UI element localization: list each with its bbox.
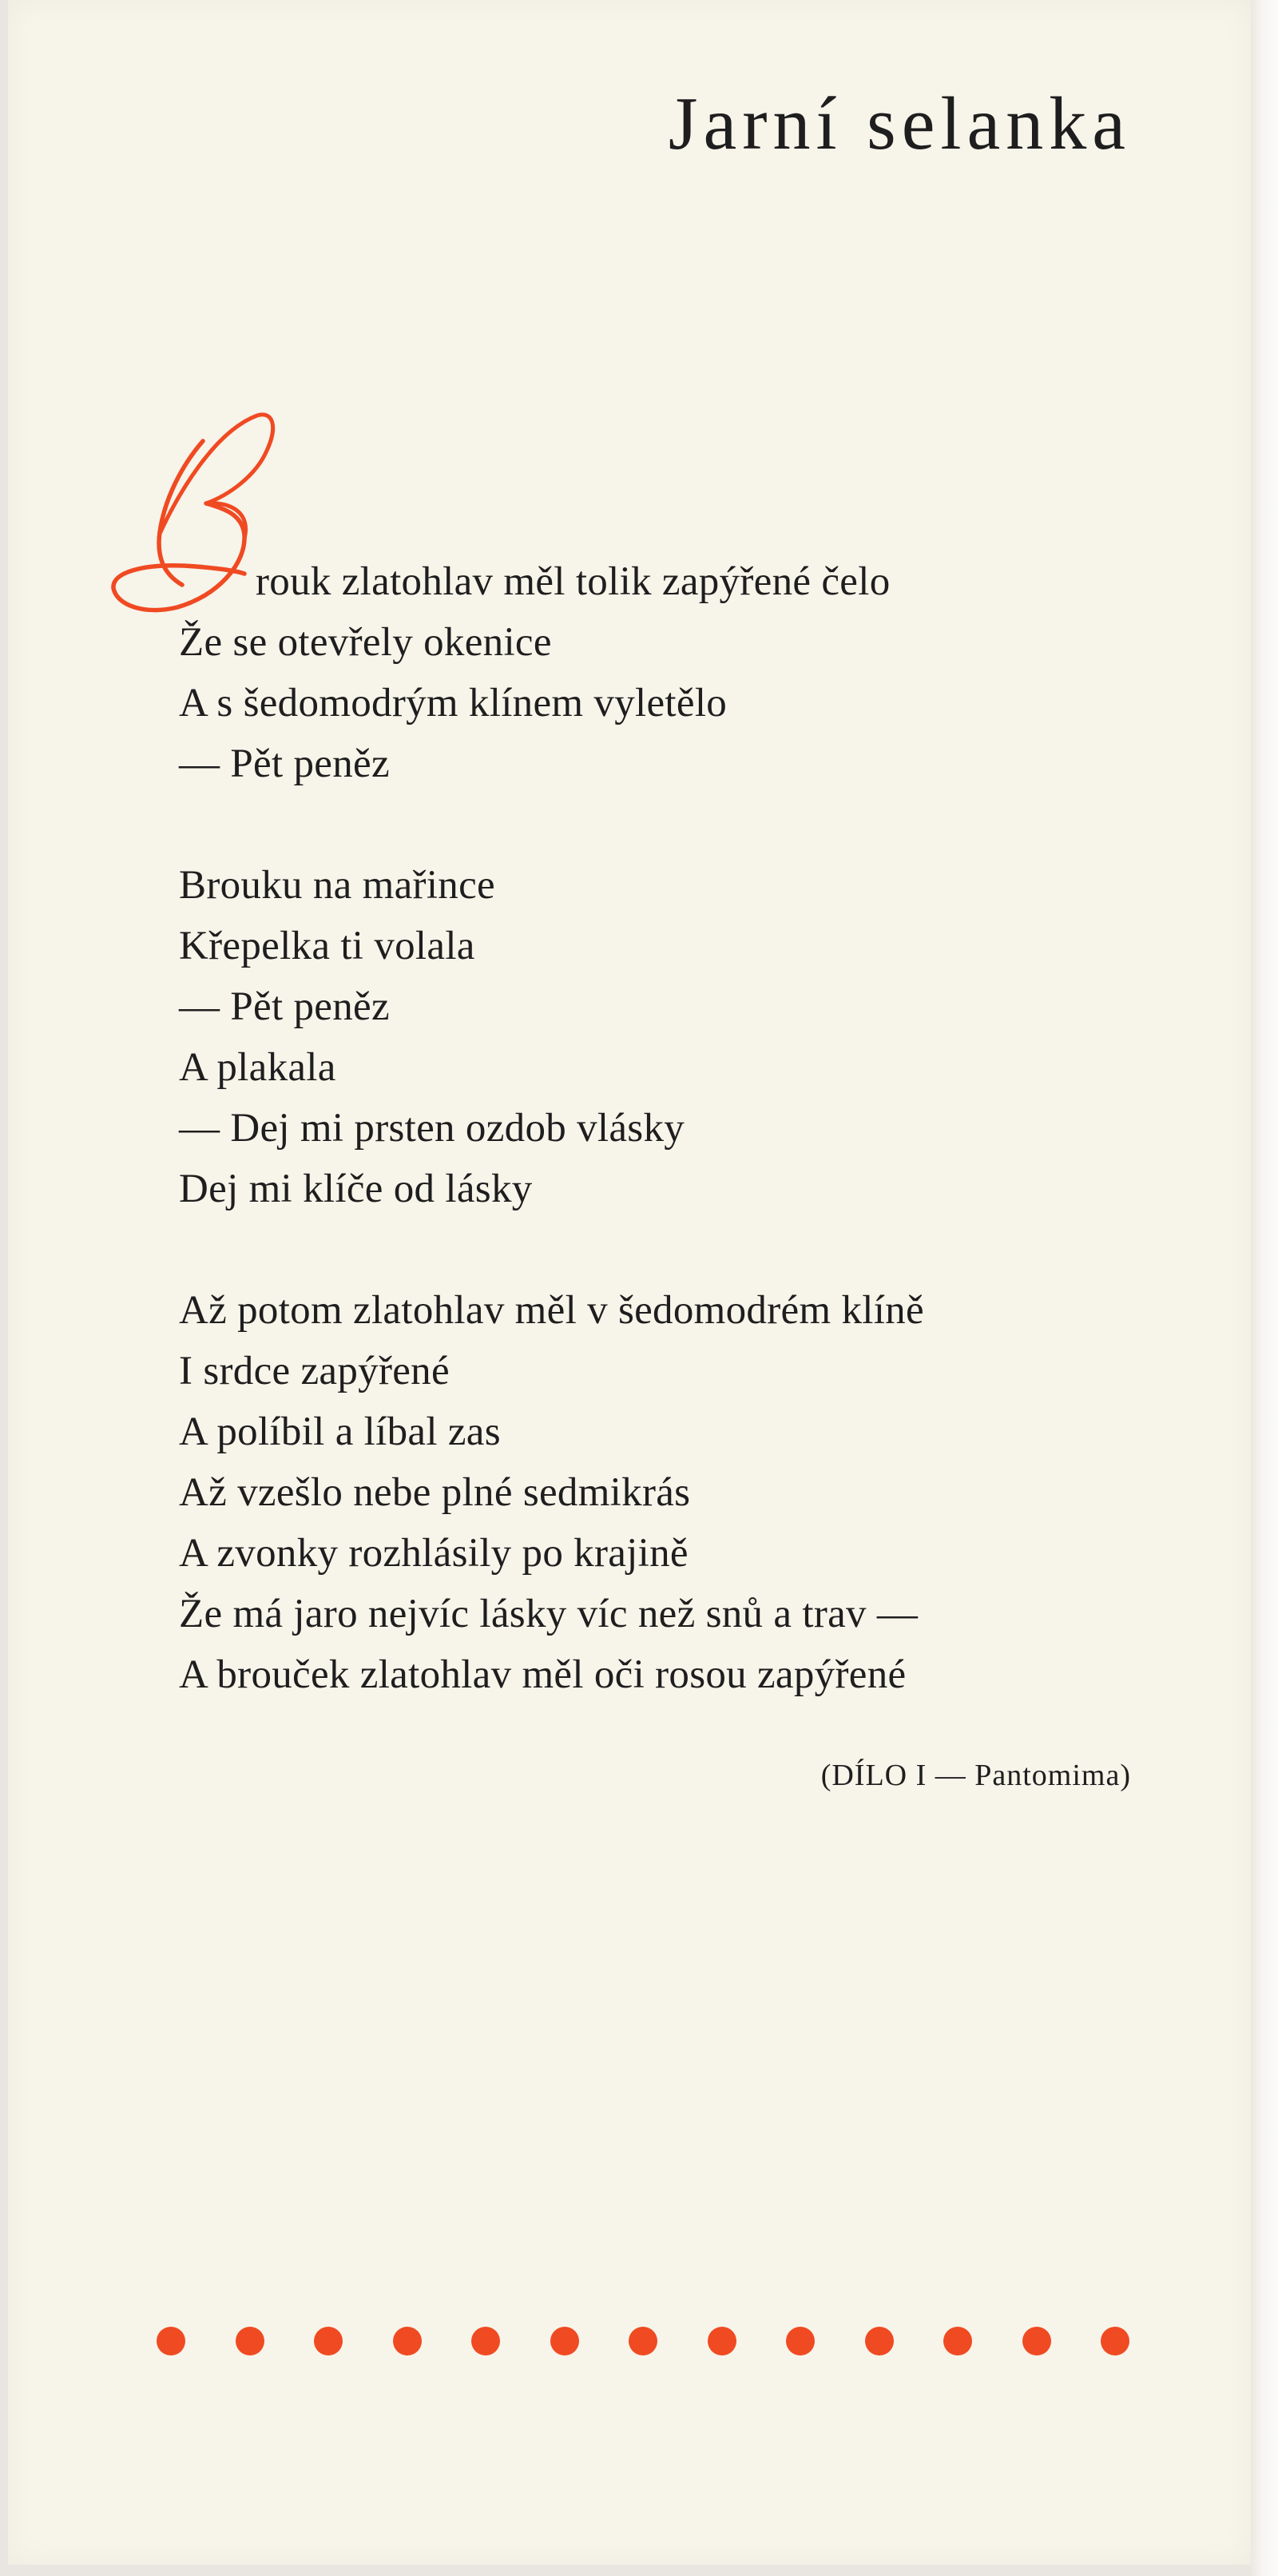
ornament-dot [157, 2327, 185, 2355]
stanza-2-line-5: — Dej mi prsten ozdob vlásky [179, 1106, 685, 1151]
stanza-1-line-4: — Pět peněz [179, 741, 390, 786]
ornament-dot [1101, 2327, 1129, 2355]
ornament-dot-row [157, 2327, 1129, 2355]
ornament-dot [236, 2327, 264, 2355]
ornament-dot [550, 2327, 579, 2355]
stanza-2-line-6: Dej mi klíče od lásky [179, 1167, 533, 1211]
stanza-3-line-3: A políbil a líbal zas [179, 1409, 501, 1454]
stanza-3-line-1: Až potom zlatohlav měl v šedomodrém klíně [179, 1288, 924, 1333]
stanza-2-line-2: Křepelka ti volala [179, 924, 475, 968]
ornament-dot [865, 2327, 894, 2355]
book-spine [1251, 0, 1278, 2576]
stanza-3 [179, 1280, 924, 1705]
ornament-dot [629, 2327, 657, 2355]
ornament-dot [471, 2327, 500, 2355]
stanza-2-line-3: — Pět peněz [179, 984, 390, 1029]
stanza-3-line-2: I srdce zapýřené [179, 1349, 450, 1393]
stanza-1-line-1: rouk zlatohlav měl tolik zapýřené čelo [256, 559, 891, 604]
stanza-1-line-2: Že se otevřely okenice [179, 620, 552, 665]
stanza-2-line-1: Brouku na mařince [179, 863, 495, 908]
ornament-dot [314, 2327, 343, 2355]
stanza-2-line-4: A plakala [179, 1045, 336, 1090]
page [8, 0, 1251, 2565]
stanza-1 [179, 551, 891, 794]
poem-title: Jarní selanka [668, 82, 1131, 165]
ornament-dot [1022, 2327, 1051, 2355]
stanza-3-line-6: Že má jaro nejvíc lásky víc než snů a trav — [179, 1592, 919, 1636]
ornament-dot [943, 2327, 972, 2355]
stanza-3-line-5: A zvonky rozhlásily po krajině [179, 1531, 689, 1576]
stanza-2 [179, 855, 685, 1219]
ornament-dot [393, 2327, 422, 2355]
source-citation: (DÍLO I — Pantomima) [820, 1759, 1131, 1792]
ornament-dot [708, 2327, 736, 2355]
ornament-dot [786, 2327, 815, 2355]
stanza-1-line-3: A s šedomodrým klínem vyletělo [179, 681, 728, 725]
stanza-3-line-7: A brouček zlatohlav měl oči rosou zapýřené [179, 1652, 907, 1697]
stanza-3-line-4: Až vzešlo nebe plné sedmikrás [179, 1470, 691, 1515]
